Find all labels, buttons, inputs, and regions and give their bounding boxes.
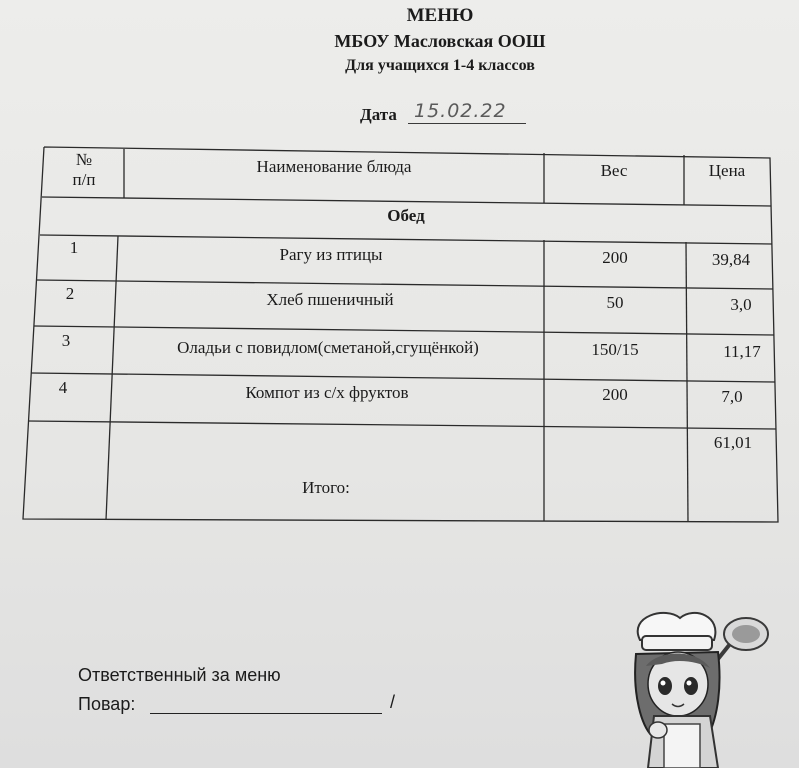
total-label: Итого: (302, 478, 350, 497)
col-header-weight: Вес (600, 161, 628, 180)
row-4-weight: 200 (602, 385, 628, 404)
row-4-price: 7,0 (721, 387, 743, 406)
col-header-num (44, 150, 124, 190)
row-3-price: 11,17 (723, 342, 761, 361)
responsible-label: Ответственный за меню (78, 665, 281, 685)
audience-line: Для учащихся 1-4 классов (345, 57, 535, 74)
row-4-name: Компот из с/х фруктов (245, 383, 409, 402)
row-1-weight: 200 (602, 248, 628, 267)
chef-girl-icon (618, 606, 778, 768)
row-3-num: 3 (61, 331, 71, 350)
row-2-weight: 50 (606, 293, 624, 312)
date-value: 15.02.22 (408, 99, 526, 124)
section-title: Обед (387, 206, 425, 225)
col-header-price: Цена (708, 161, 746, 180)
row-3-name: Оладьи с повидлом(сметаной,сгущёнкой) (177, 338, 479, 357)
row-1-num: 1 (69, 238, 79, 257)
signature-slash: / (390, 692, 396, 712)
cook-label: Повар: (78, 694, 136, 714)
col-header-num-bottom: п/п (72, 170, 96, 189)
total-value: 61,01 (713, 433, 753, 452)
col-header-num-top: № (75, 150, 93, 169)
date-label: Дата (360, 105, 397, 124)
row-4-num: 4 (58, 378, 68, 397)
row-2-name: Хлеб пшеничный (266, 290, 394, 309)
row-1-price: 39,84 (711, 250, 751, 269)
menu-title: МЕНЮ (406, 5, 474, 26)
row-2-price: 3,0 (730, 295, 752, 314)
col-header-name: Наименование блюда (256, 157, 412, 176)
school-name: МБОУ Масловская ООШ (334, 31, 546, 51)
cook-signature-line (150, 713, 382, 714)
row-2-num: 2 (65, 284, 75, 303)
row-1-name: Рагу из птицы (279, 245, 383, 264)
row-3-weight: 150/15 (591, 340, 639, 359)
